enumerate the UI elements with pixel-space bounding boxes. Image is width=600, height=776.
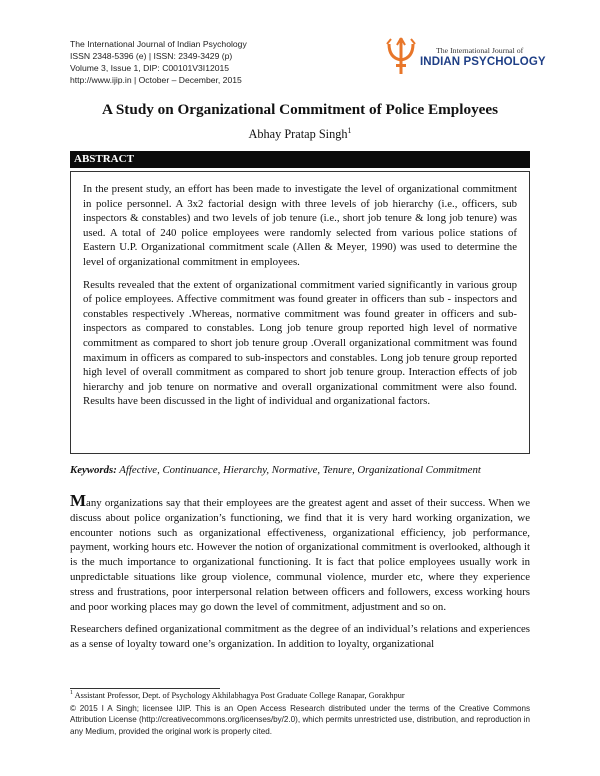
paper-title: A Study on Organizational Commitment of Police Employees	[101, 101, 499, 118]
body-paragraph-1-text: any organizations say that their employees are the greatest agent and asset of their success. When we discuss about police organization’s functioning, we find that it is very hard working organization, we encounter notions such as organizational effectiveness, organizational efficiency, job performance, payment, working hours etc. However the notion of organizational commitment is overlooked, although it is the much importance to organizational functioning. It is fact that police employees usually work in unpredictable situations like group violence, communal violence, murder etc, where they experience stress and frustrations, poor interpersonal relation between officers and followers, excess working hours and poor working places may go down the level of commitment, adjustment and so on.	[70, 497, 530, 613]
journal-name: The International Journal of Indian Psychology	[70, 39, 247, 49]
body-paragraph-1	[70, 491, 530, 614]
body-text	[70, 491, 530, 660]
keywords-line	[70, 464, 540, 476]
logo-main-text: INDIAN PSYCHOLOGY	[420, 56, 546, 68]
issn-line: ISSN 2348-5396 (e) | ISSN: 2349-3429 (p)	[70, 51, 233, 61]
author-name: Abhay Pratap Singh	[248, 127, 348, 142]
footnote	[70, 690, 405, 700]
abstract-paragraph-2: Results revealed that the extent of organizational commitment varied significantly in various group of police employees. Affective commitment was found greater in officers than sub - inspectors and constables respectively .Whereas, normative commitment was found greater in officers and sub-inspectors as compared to constables. Long job tenure group reported high level of normative commitment as compared to short job tenure group .Overall organizational commitment was found maximum in officers as compared to sub-inspectors and constables. Long job tenure group reported high level of overall commitment as compared to short job tenure group. Interaction effects of job hierarchy and job tenure on normative and overall organizational commitment were also found. Results have been discussed in the light of individual and organizational factors.	[83, 278, 517, 408]
author-line	[0, 126, 600, 142]
abstract-paragraph-1: In the present study, an effort has been made to investigate the level of organizational commitment in police personnel. A 3x2 factorial design with three levels of job hierarchy (i.e., officers, sub inspectors & constables) and two levels of job tenure (i.e., short job tenure & long job tenure) was used. A total of 240 police employees were randomly selected from various police stations of Eastern U.P. Organizational commitment scale (Allen & Meyer, 1990) was used to determine the level of organizational commitment in employees.	[83, 183, 517, 268]
journal-url[interactable]: http://www.ijip.in | October – December, 2015	[70, 75, 242, 85]
volume-line: Volume 3, Issue 1, DIP: C00101V3I12015	[70, 63, 230, 73]
logo-top-text: The International Journal of	[436, 46, 524, 55]
footnote-mark: 1	[70, 690, 73, 696]
journal-logo	[384, 36, 546, 76]
license-text: © 2015 I A Singh; licensee IJIP. This is an Open Access Research distributed under the terms of the Creative Commons Attribution License (http://creativecommons.org/licenses/by/2.0), which permits unrestricted use, distribution, and reproduction in any Medium, provided the original work is properly cited.	[70, 704, 530, 736]
author-footnote-mark: 1	[347, 126, 352, 135]
keywords-label: Keywords:	[70, 464, 117, 476]
abstract-box	[70, 171, 530, 454]
body-paragraph-2: Researchers defined organizational commitment as the degree of an individual’s relations and experiences as a sense of loyalty toward one’s organization. In addition to loyalty, organizational	[70, 623, 530, 651]
footnote-text: Assistant Professor, Dept. of Psychology Akhilabhagya Post Graduate College Ranapar, Gorakhpur	[73, 690, 405, 700]
abstract-heading: ABSTRACT	[70, 151, 530, 168]
dropcap-letter: M	[70, 491, 87, 510]
trishul-emblem-icon	[384, 36, 418, 76]
journal-header	[70, 38, 247, 86]
footnote-rule	[70, 688, 220, 689]
keywords-text: Affective, Continuance, Hierarchy, Normative, Tenure, Organizational Commitment	[116, 464, 481, 476]
